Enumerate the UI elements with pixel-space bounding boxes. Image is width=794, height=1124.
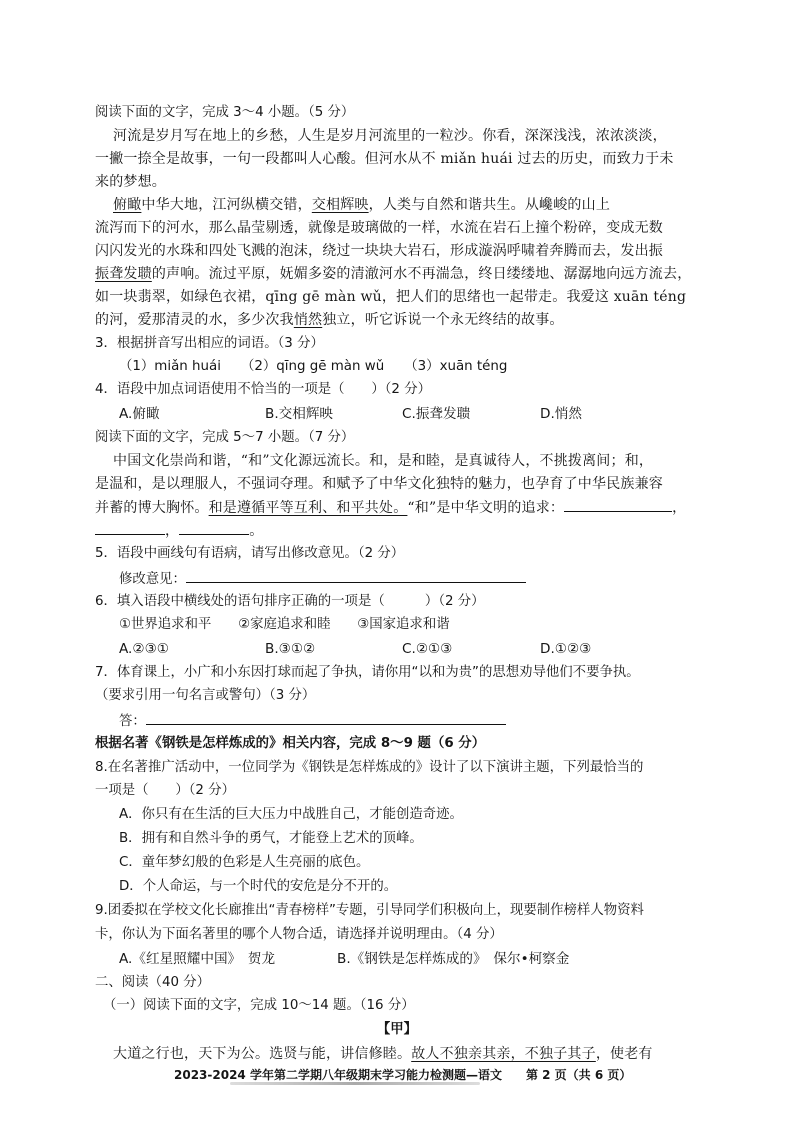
q6-option-b: B.③①② — [265, 641, 316, 657]
q7-answer-line: 答： — [119, 710, 506, 732]
q8-option-c: C．童年梦幻般的色彩是人生亮丽的底色。 — [119, 855, 370, 870]
q7-answer-blank[interactable] — [146, 710, 506, 725]
blank-2 — [95, 520, 165, 535]
q6-option-d: D.①②③ — [540, 641, 592, 657]
q6-option-a: A.②③① — [119, 641, 169, 657]
q8-option-b: B．拥有和自然斗争的勇气，才能登上艺术的顶峰。 — [119, 831, 423, 846]
q6-items: ①世界追求和平 ②家庭追求和睦 ③国家追求和谐 — [119, 617, 450, 632]
q8-option-d: D．个人命运，与一个时代的安危是分不开的。 — [119, 879, 398, 894]
q9-option-a: A.《红星照耀中国》 贺龙 — [119, 951, 276, 967]
text-jia-label: 【甲】 — [376, 1022, 418, 1037]
q6-option-c: C.②①③ — [402, 641, 453, 657]
q4-option-a: A.俯瞰 — [119, 406, 160, 422]
passage1-line: 振聋发聩的声响。流过平原，妩媚多姿的清澈河水不再湍急，终日缕缕地、潺潺地向远方流去， — [95, 266, 692, 282]
question-9-cont: 卡，你认为下面名著里的哪个人物合适，请选择并说明理由。（4 分） — [95, 927, 503, 942]
q4-option-c: C.振聋发聩 — [402, 406, 471, 422]
part-2-heading: 二、阅读（40 分） — [95, 975, 211, 990]
page-footer: 2023-2024 学年第二学期八年级期末学习能力检测题—语文 第 2 页（共 6 页） — [174, 1068, 632, 1082]
passage1-line: 来的梦想。 — [95, 174, 166, 190]
q4-option-b: B.交相辉映 — [265, 406, 334, 422]
q5-answer-blank[interactable] — [186, 568, 526, 583]
passage2-line: 中国文化崇尚和谐，“和”文化源远流长。和，是和睦，是真诚待人，不挑拨离间；和， — [113, 453, 654, 469]
passage2-line: ， 。 — [95, 520, 263, 541]
question-6: 6．填入语段中横线处的语句排序正确的一项是（ ）（2 分） — [95, 594, 485, 609]
underlined-phrase: 故人不独亲其亲，不独子其子 — [411, 1046, 596, 1062]
passage2-line: 并蓄的博大胸怀。和是遵循平等互利、和平共处。“和”是中华文明的追求： ， — [95, 497, 686, 518]
q8-option-a: A．你只有在生活的巨大压力中战胜自己，才能创造奇迹。 — [119, 807, 463, 822]
underlined-sentence: 和是遵循平等互利、和平共处。 — [208, 500, 408, 516]
q5-answer-line: 修改意见： — [119, 568, 526, 590]
passage1-line: 如一块翡翠，如绿色衣裙，qīng gē màn wǔ，把人们的思绪也一起带走。我爱这 xuān téng — [95, 289, 687, 305]
passage1-line: 闪闪发光的水珠和四处飞溅的泡沫，绕过一块块大岩石，形成漩涡呼啸着奔腾而去，发出振 — [95, 243, 663, 259]
instruction-q8-9: 根据名著《钢铁是怎样炼成的》相关内容，完成 8～9 题（6 分） — [95, 736, 486, 751]
dotted-word-zhenlongfakui: 振聋发聩 — [95, 266, 152, 282]
question-4: 4．语段中加点词语使用不恰当的一项是（ ）（2 分） — [95, 382, 431, 397]
question-8: 8.在名著推广活动中，一位同学为《钢铁是怎样炼成的》设计了以下演讲主题，下列最恰当的 — [95, 760, 644, 775]
question-3: 3．根据拼音写出相应的词语。（3 分） — [95, 336, 324, 351]
blank-3 — [179, 520, 249, 535]
scan-smudge — [230, 1082, 480, 1085]
passage1-line: 河流是岁月写在地上的乡愁，人生是岁月河流里的一粒沙。你看，深深浅浅，浓浓淡淡， — [113, 128, 667, 144]
passage1-line: 的河，爱那清灵的水，多少次我悄然独立，听它诉说一个永无终结的故事。 — [95, 312, 564, 328]
question-5: 5．语段中画线句有语病，请写出修改意见。（2 分） — [95, 546, 405, 561]
passage1-line: 一撇一捺全是故事，一句一段都叫人心酸。但河水从不 miǎn huái 过去的历史，而致力于未 — [95, 151, 674, 167]
passage1-line: 俯瞰中华大地，江河纵横交错，交相辉映，人类与自然和谐共生。从巉峻的山上 — [113, 197, 611, 213]
passage3-line: 大道之行也，天下为公。选贤与能，讲信修睦。故人不独亲其亲，不独子其子，使老有 — [113, 1046, 653, 1062]
question-7: 7．体育课上，小广和小东因打球而起了争执，请你用“以和为贵”的思想劝导他们不要争执。 — [95, 665, 640, 680]
blank-1 — [564, 497, 672, 512]
question-8-cont: 一项是（ ）（2 分） — [95, 783, 235, 798]
q4-option-d: D.悄然 — [540, 406, 582, 422]
dotted-word-qiaoran: 悄然 — [293, 312, 323, 328]
passage1-line: 流泻而下的河水，那么晶莹剔透，就像是玻璃做的一样，水流在岩石上撞个粉碎，变成无数 — [95, 220, 663, 236]
q9-option-b: B.《钢铁是怎样炼成的》 保尔•柯察金 — [337, 951, 570, 967]
part-2-sub-instruction: （一）阅读下面的文字，完成 10～14 题。（16 分） — [103, 998, 415, 1013]
question-9: 9.团委拟在学校文化长廊推出“青春榜样”专题，引导同学们积极向上，现要制作榜样人物资料 — [95, 903, 644, 918]
dotted-word-jiaoxianghuiying: 交相辉映 — [311, 197, 369, 213]
dotted-word-fukan: 俯瞰 — [113, 197, 142, 213]
q3-items: （1）miǎn huái （2）qīng gē màn wǔ （3）xuān téng — [119, 359, 508, 374]
instruction-q3-4: 阅读下面的文字，完成 3～4 小题。（5 分） — [95, 105, 355, 120]
question-7-cont: （要求引用一句名言或警句）（3 分） — [95, 688, 316, 703]
passage2-line: 是温和，是以理服人，不强词夺理。和赋予了中华文化独特的魅力，也孕育了中华民族兼容 — [95, 476, 663, 492]
instruction-q5-7: 阅读下面的文字，完成 5～7 小题。（7 分） — [95, 430, 355, 445]
